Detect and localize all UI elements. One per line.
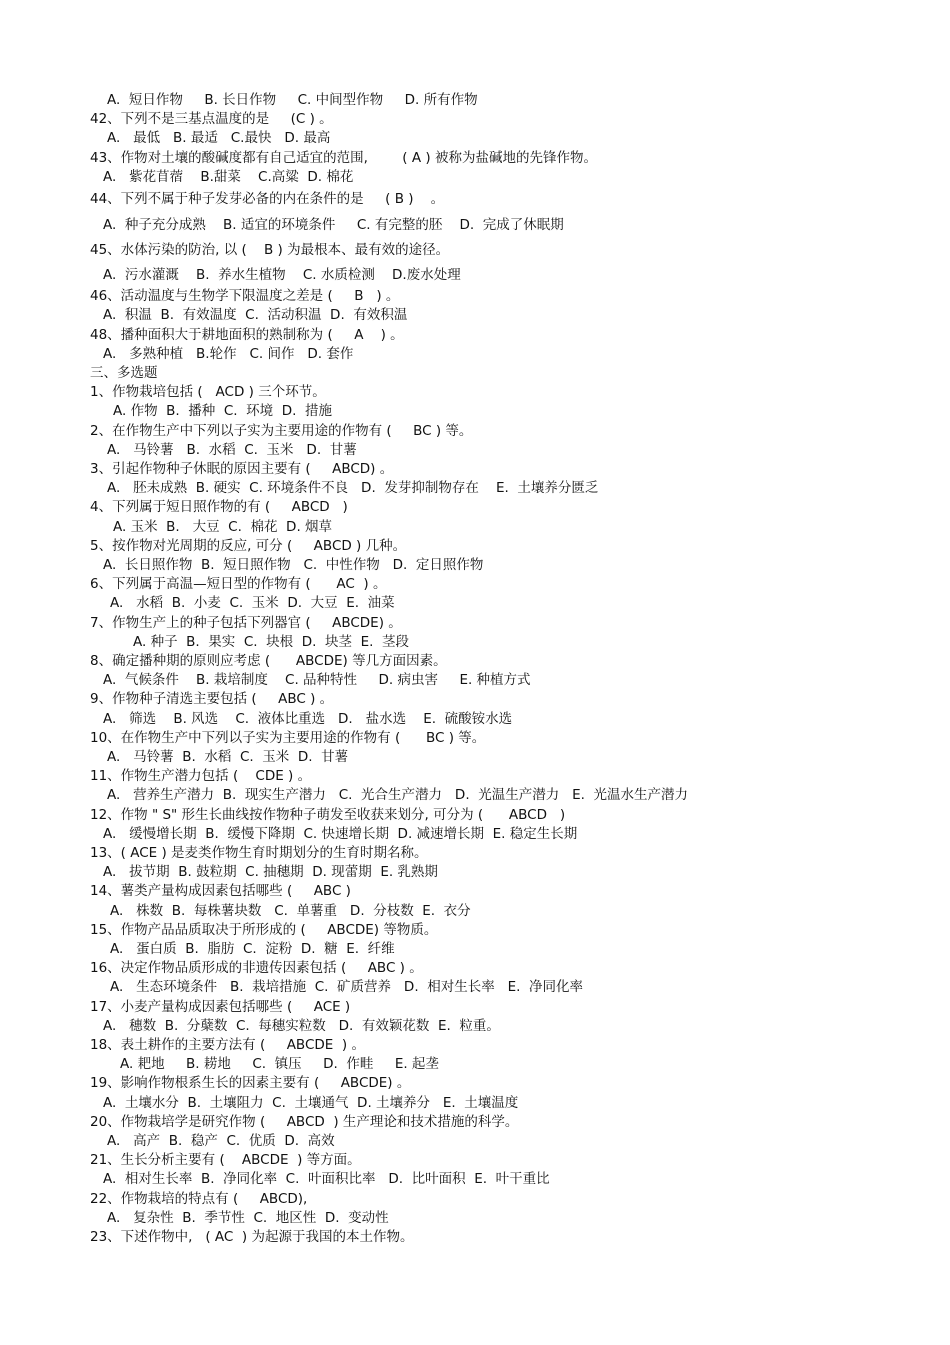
- question-line: 12、作物 " S" 形生长曲线按作物种子萌发至收获来划分, 可分为 ( ABCD ): [90, 807, 566, 823]
- question-line: 8、确定播种期的原则应考虑 ( ABCDE) 等几方面因素。: [90, 653, 447, 669]
- option-line: A. 作物 B. 播种 C. 环境 D. 措施: [113, 403, 333, 419]
- question-line: 14、薯类产量构成因素包括哪些 ( ABC ): [90, 883, 351, 899]
- option-line: A. 缓慢增长期 B. 缓慢下降期 C. 快速增长期 D. 减速增长期 E. 稳定生长期: [103, 826, 578, 842]
- question-line: 4、下列属于短日照作物的有 ( ABCD ): [90, 499, 348, 515]
- option-line: A. 多熟种植 B.轮作 C. 间作 D. 套作: [103, 346, 354, 362]
- question-line: 7、作物生产上的种子包括下列器官 ( ABCDE) 。: [90, 615, 402, 631]
- question-line: 1、作物栽培包括 ( ACD ) 三个环节。: [90, 384, 326, 400]
- question-line: 17、小麦产量构成因素包括哪些 ( ACE ): [90, 999, 351, 1015]
- question-line: 9、作物种子清选主要包括 ( ABC ) 。: [90, 691, 334, 707]
- question-line: 18、表土耕作的主要方法有 ( ABCDE ) 。: [90, 1037, 365, 1053]
- question-line: 15、作物产品品质取决于所形成的 ( ABCDE) 等物质。: [90, 922, 438, 938]
- question-line: 22、作物栽培的特点有 ( ABCD),: [90, 1191, 308, 1207]
- option-line: A. 气候条件 B. 栽培制度 C. 品种特性 D. 病虫害 E. 种植方式: [103, 672, 531, 688]
- question-line: 3、引起作物种子休眠的原因主要有 ( ABCD) 。: [90, 461, 394, 477]
- option-line: A. 高产 B. 稳产 C. 优质 D. 高效: [107, 1133, 335, 1149]
- option-line: A. 最低 B. 最适 C.最快 D. 最高: [107, 130, 331, 146]
- option-line: A. 穗数 B. 分蘖数 C. 每穗实粒数 D. 有效颖花数 E. 粒重。: [103, 1018, 500, 1034]
- question-line: 23、下述作物中, ( AC ) 为起源于我国的本土作物。: [90, 1229, 414, 1245]
- option-line: A. 复杂性 B. 季节性 C. 地区性 D. 变动性: [107, 1210, 389, 1226]
- section-heading: 三、多选题: [90, 365, 158, 381]
- option-line: A. 短日作物 B. 长日作物 C. 中间型作物 D. 所有作物: [107, 92, 478, 108]
- question-line: 21、生长分析主要有 ( ABCDE ) 等方面。: [90, 1152, 361, 1168]
- option-line: A. 耙地 B. 耢地 C. 镇压 D. 作畦 E. 起垄: [120, 1056, 439, 1072]
- question-line: 11、作物生产潜力包括 ( CDE ) 。: [90, 768, 312, 784]
- option-line: A. 长日照作物 B. 短日照作物 C. 中性作物 D. 定日照作物: [103, 557, 484, 573]
- question-line: 46、活动温度与生物学下限温度之差是 ( B ) 。: [90, 288, 400, 304]
- option-line: A. 营养生产潜力 B. 现实生产潜力 C. 光合生产潜力 D. 光温生产潜力 E. 光温水生产潜力: [107, 787, 688, 803]
- option-line: A. 水稻 B. 小麦 C. 玉米 D. 大豆 E. 油菜: [110, 595, 395, 611]
- question-line: 2、在作物生产中下列以子实为主要用途的作物有 ( BC ) 等。: [90, 423, 473, 439]
- question-line: 20、作物栽培学是研究作物 ( ABCD ) 生产理论和技术措施的科学。: [90, 1114, 519, 1130]
- option-line: A. 株数 B. 每株薯块数 C. 单薯重 D. 分枝数 E. 衣分: [110, 903, 471, 919]
- option-line: A. 马铃薯 B. 水稻 C. 玉米 D. 甘薯: [107, 442, 357, 458]
- option-line: A. 相对生长率 B. 净同化率 C. 叶面积比率 D. 比叶面积 E. 叶干重比: [103, 1171, 550, 1187]
- option-line: A. 积温 B. 有效温度 C. 活动积温 D. 有效积温: [103, 307, 408, 323]
- question-line: 45、水体污染的防治, 以 ( B ) 为最根本、最有效的途径。: [90, 242, 450, 258]
- option-line: A. 筛选 B. 风选 C. 液体比重选 D. 盐水选 E. 硫酸铵水选: [103, 711, 513, 727]
- question-line: 19、影响作物根系生长的因素主要有 ( ABCDE) 。: [90, 1075, 411, 1091]
- question-line: 6、下列属于高温—短日型的作物有 ( AC ) 。: [90, 576, 387, 592]
- option-line: A. 马铃薯 B. 水稻 C. 玉米 D. 甘薯: [107, 749, 349, 765]
- question-line: 13、( ACE ) 是麦类作物生育时期划分的生育时期名称。: [90, 845, 428, 861]
- option-line: A. 生态环境条件 B. 栽培措施 C. 矿质营养 D. 相对生长率 E. 净同化率: [110, 979, 583, 995]
- question-line: 44、下列不属于种子发芽必备的内在条件的是 ( B ) 。: [90, 191, 445, 207]
- question-line: 5、按作物对光周期的反应, 可分 ( ABCD ) 几种。: [90, 538, 407, 554]
- question-line: 48、播种面积大于耕地面积的熟制称为 ( A ) 。: [90, 327, 404, 343]
- question-line: 42、下列不是三基点温度的是 (C ) 。: [90, 111, 333, 127]
- question-line: 16、决定作物品质形成的非遗传因素包括 ( ABC ) 。: [90, 960, 423, 976]
- option-line: A. 紫花苜蓿 B.甜菜 C.高粱 D. 棉花: [103, 169, 354, 185]
- option-line: A. 蛋白质 B. 脂肪 C. 淀粉 D. 糖 E. 纤维: [110, 941, 395, 957]
- question-line: 10、在作物生产中下列以子实为主要用途的作物有 ( BC ) 等。: [90, 730, 486, 746]
- option-line: A. 种子 B. 果实 C. 块根 D. 块茎 E. 茎段: [133, 634, 410, 650]
- question-line: 43、作物对土壤的酸碱度都有自己适宜的范围, ( A ) 被称为盐碱地的先锋作物。: [90, 150, 597, 166]
- option-line: A. 胚未成熟 B. 硬实 C. 环境条件不良 D. 发芽抑制物存在 E. 土壤养分匮乏: [107, 480, 599, 496]
- option-line: A. 土壤水分 B. 土壤阻力 C. 土壤通气 D. 土壤养分 E. 土壤温度: [103, 1095, 519, 1111]
- option-line: A. 拔节期 B. 鼓粒期 C. 抽穗期 D. 现蕾期 E. 乳熟期: [103, 864, 438, 880]
- option-line: A. 种子充分成熟 B. 适宜的环境条件 C. 有完整的胚 D. 完成了休眠期: [103, 217, 564, 233]
- option-line: A. 玉米 B. 大豆 C. 棉花 D. 烟草: [113, 519, 333, 535]
- option-line: A. 污水灌溉 B. 养水生植物 C. 水质检测 D.废水处理: [103, 267, 461, 283]
